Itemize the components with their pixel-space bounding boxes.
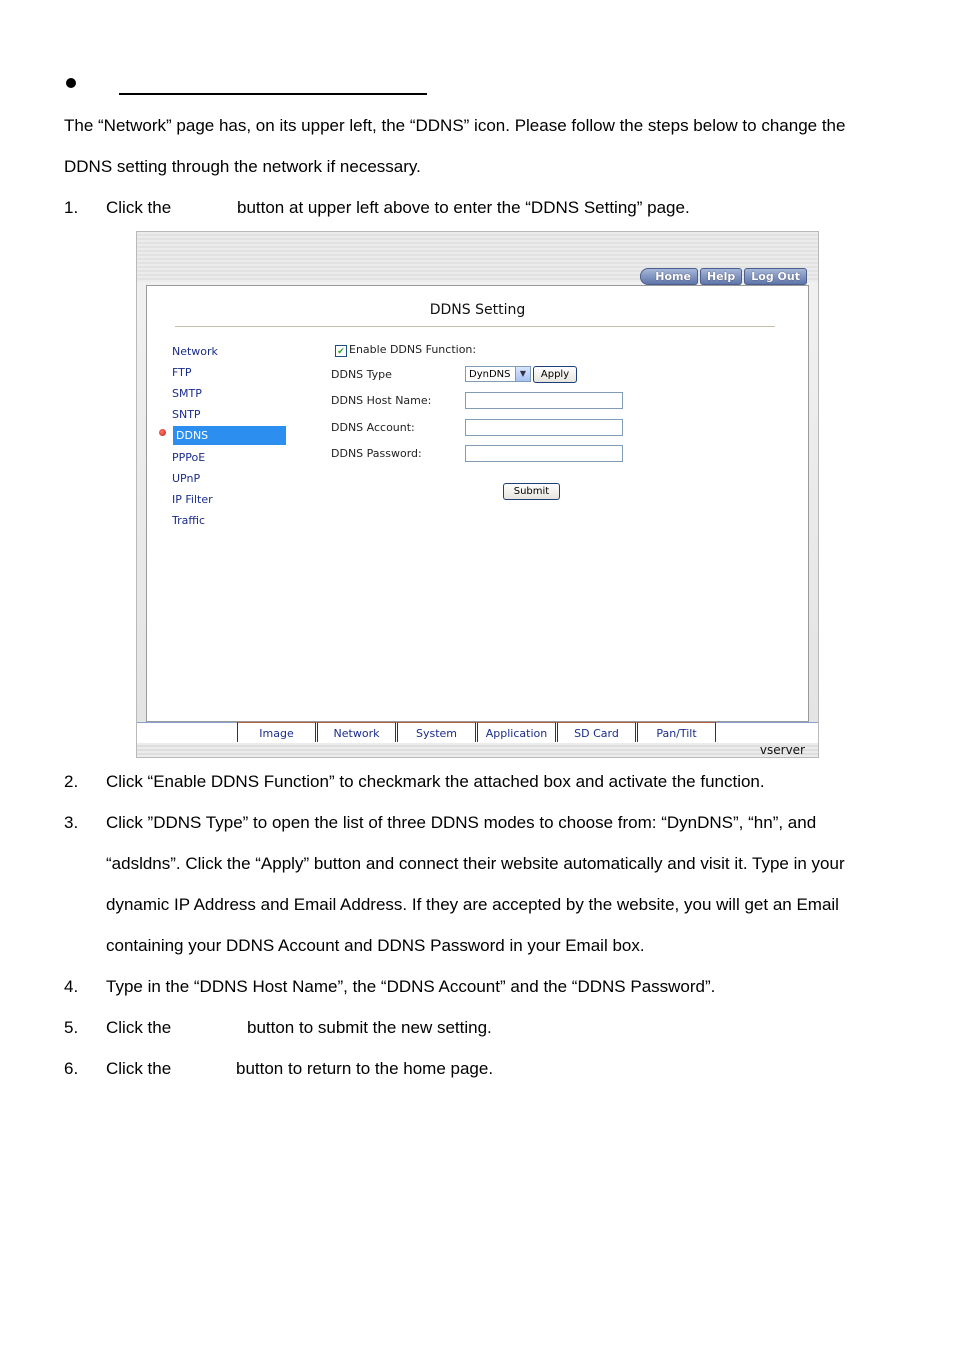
step-text-a: Click the — [106, 1059, 172, 1078]
top-nav — [640, 268, 807, 285]
enable-ddns-checkbox[interactable]: ✔ — [335, 345, 347, 357]
ddns-type-label: DDNS Type — [331, 368, 392, 381]
step-text-b: button at upper left above to enter the “DDNS Setting” page. — [237, 198, 690, 217]
sidebar-item-pppoe[interactable]: PPPoE — [172, 451, 206, 464]
host-name-label: DDNS Host Name: — [331, 394, 432, 407]
step-number: 3. — [64, 813, 79, 832]
step-text-line: dynamic IP Address and Email Address. If they are accepted by the website, you will get an Email — [106, 895, 839, 914]
help-button[interactable]: Help — [700, 268, 742, 285]
sidebar-item-sntp[interactable]: SNTP — [172, 408, 201, 421]
step-number: 5. — [64, 1018, 79, 1037]
step-text-a: Click the — [106, 198, 172, 217]
step-text-line: Click ”DDNS Type” to open the list of three DDNS modes to choose from: “DynDNS”, “hn”, and — [106, 813, 817, 832]
account-input[interactable] — [465, 419, 623, 436]
sidebar-item-ip-filter[interactable]: IP Filter — [172, 493, 213, 506]
list-bullet — [66, 78, 76, 88]
logout-button[interactable]: Log Out — [744, 268, 807, 285]
sidebar-item-ftp[interactable]: FTP — [172, 366, 192, 379]
step-text-line: containing your DDNS Account and DDNS Password in your Email box. — [106, 936, 645, 955]
step-text: Click “Enable DDNS Function” to checkmark the attached box and activate the function. — [106, 772, 765, 791]
tab-network[interactable]: Network — [317, 722, 396, 742]
heading-underline — [119, 93, 427, 95]
apply-button[interactable]: Apply — [533, 366, 577, 383]
active-marker-icon — [159, 429, 166, 436]
submit-button[interactable]: Submit — [503, 483, 560, 500]
tab-image[interactable]: Image — [237, 722, 316, 742]
enable-ddns-label: Enable DDNS Function: — [349, 343, 477, 356]
step-text: Type in the “DDNS Host Name”, the “DDNS Account” and the “DDNS Password”. — [106, 977, 716, 996]
footer-label: vserver — [759, 743, 805, 757]
intro-line-1: The “Network” page has, on its upper left, the “DDNS” icon. Please follow the steps below to change the — [64, 116, 846, 135]
password-input[interactable] — [465, 445, 623, 462]
sidebar-item-traffic[interactable]: Traffic — [172, 514, 206, 527]
settings-panel — [146, 285, 809, 722]
step-number: 1. — [64, 198, 79, 217]
chevron-down-icon[interactable]: ▼ — [515, 367, 530, 381]
intro-line-2: DDNS setting through the network if necessary. — [64, 157, 421, 176]
step-number: 2. — [64, 772, 79, 791]
title-divider — [175, 326, 775, 327]
account-label: DDNS Account: — [331, 421, 415, 434]
tab-system[interactable]: System — [397, 722, 476, 742]
bottom-tabs — [237, 722, 717, 742]
sidebar-item-network[interactable]: Network — [172, 345, 218, 358]
password-label: DDNS Password: — [331, 447, 422, 460]
ddns-setting-screenshot — [136, 231, 819, 758]
step-text-a: Click the — [106, 1018, 172, 1037]
host-name-input[interactable] — [465, 392, 623, 409]
step-number: 4. — [64, 977, 79, 996]
step-text-b: button to submit the new setting. — [247, 1018, 492, 1037]
ddns-type-value: DynDNS — [469, 369, 511, 380]
sidebar-item-upnp[interactable]: UPnP — [172, 472, 201, 485]
tab-pan-tilt[interactable]: Pan/Tilt — [637, 722, 716, 742]
home-button[interactable]: Home — [640, 268, 698, 285]
tab-sd-card[interactable]: SD Card — [557, 722, 636, 742]
sidebar-item-ddns[interactable]: DDNS — [173, 426, 286, 445]
sidebar-item-smtp[interactable]: SMTP — [172, 387, 202, 400]
page-title: DDNS Setting — [429, 302, 526, 318]
step-text-b: button to return to the home page. — [236, 1059, 494, 1078]
step-text-line: “adsldns”. Click the “Apply” button and connect their website automatically and visit it. Type in your — [106, 854, 845, 873]
ddns-type-select[interactable] — [465, 366, 531, 382]
footer-stripes — [137, 743, 818, 758]
step-number: 6. — [64, 1059, 79, 1078]
tab-application[interactable]: Application — [477, 722, 556, 742]
